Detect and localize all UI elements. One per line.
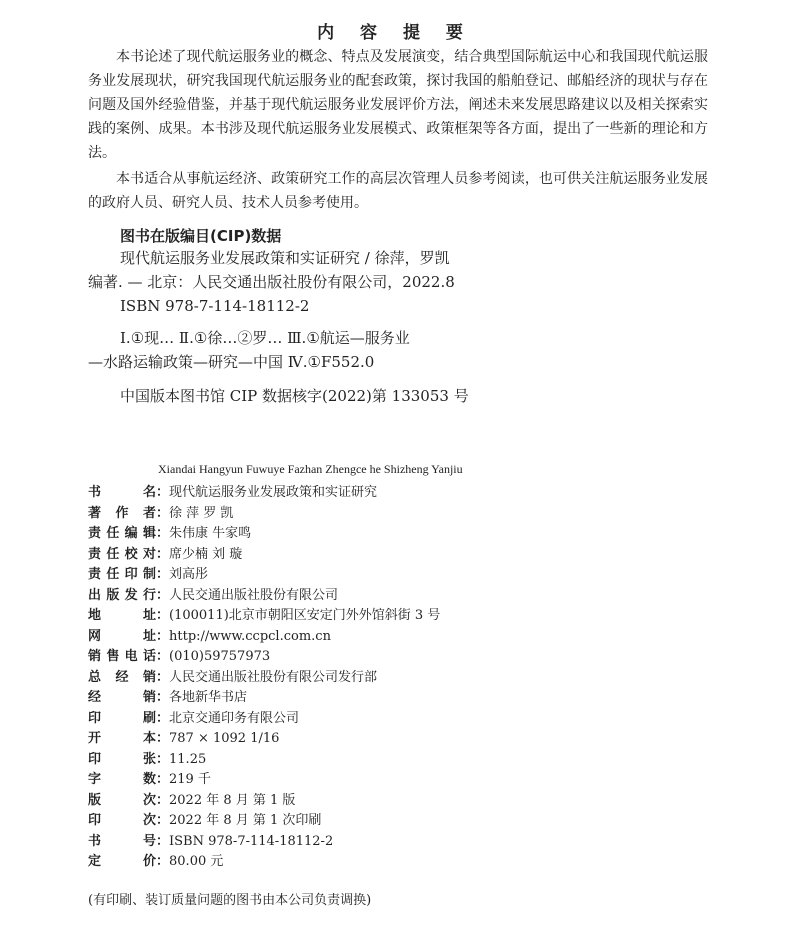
info-row — [88, 565, 708, 586]
info-row — [88, 832, 708, 853]
info-colon: ： — [156, 710, 170, 726]
info-label: 字 数 — [88, 772, 156, 787]
info-label: 网 址 — [88, 628, 156, 644]
info-row — [88, 524, 708, 545]
info-label: 版 次 — [88, 792, 156, 808]
info-value: 2022 年 8 月 第 1 版 — [169, 792, 296, 808]
info-colon: ： — [156, 751, 170, 767]
info-colon: ： — [156, 792, 170, 808]
info-colon: ： — [156, 690, 170, 705]
info-label: 出 版 发 行 — [88, 587, 156, 603]
info-value: 各地新华书店 — [169, 690, 248, 705]
info-value: (010)59757973 — [169, 649, 271, 664]
cip-line-3: ISBN 978-7-114-18112-2 — [120, 297, 310, 315]
info-colon: ： — [156, 587, 170, 603]
info-row — [88, 545, 708, 566]
info-value: 人民交通出版社股份有限公司发行部 — [169, 669, 378, 685]
cip-block — [88, 246, 498, 374]
info-value: http://www.ccpcl.com.cn — [169, 628, 331, 644]
info-value: 人民交通出版社股份有限公司 — [169, 587, 339, 603]
info-value: 219 千 — [169, 772, 211, 787]
publication-info — [88, 483, 708, 873]
info-label: 印 刷 — [88, 710, 156, 726]
cip-line-2: 编著. — 北京：人民交通出版社股份有限公司，2022.8 — [88, 273, 455, 291]
info-row — [88, 504, 708, 525]
info-value: 徐 萍 罗 凯 — [169, 505, 234, 521]
info-row — [88, 709, 708, 730]
info-value: 11.25 — [169, 751, 207, 767]
info-colon: ： — [156, 526, 170, 541]
info-value: 北京交通印务有限公司 — [169, 710, 300, 726]
info-row — [88, 811, 708, 832]
info-value: 2022 年 8 月 第 1 次印刷 — [169, 813, 322, 828]
summary-title: 内 容 提 要 — [317, 23, 473, 43]
info-label: 印 次 — [88, 813, 156, 828]
pinyin-title: Xiandai Hangyun Fuwuye Fazhan Zhengce he Shizheng Yanjiu — [158, 462, 463, 476]
info-label: 定 价 — [88, 854, 156, 869]
info-colon: ： — [156, 669, 170, 685]
info-colon: ： — [156, 608, 170, 623]
info-label: 地 址 — [88, 608, 156, 623]
info-row — [88, 606, 708, 627]
info-value: 朱伟康 牛家鸣 — [169, 526, 252, 541]
cip-heading: 图书在版编目(CIP)数据 — [120, 227, 282, 245]
info-colon: ： — [156, 546, 170, 562]
info-label: 开 本 — [88, 731, 156, 746]
cip-line-1: 现代航运服务业发展政策和实证研究 / 徐萍，罗凯 — [120, 249, 450, 267]
info-label: 书 号 — [88, 833, 156, 849]
info-colon: ： — [156, 485, 170, 500]
info-label: 印 张 — [88, 751, 156, 767]
summary-body — [88, 45, 708, 215]
info-colon: ： — [156, 854, 170, 869]
info-value: 787 × 1092 1/16 — [169, 731, 280, 746]
info-row — [88, 586, 708, 607]
info-label: 销 售 电 话 — [88, 649, 156, 664]
info-label: 著 作 者 — [88, 505, 156, 521]
info-row — [88, 688, 708, 709]
info-colon: ： — [156, 813, 170, 828]
info-colon: ： — [156, 505, 170, 521]
info-label: 责 任 印 制 — [88, 567, 156, 582]
info-value: 刘高彤 — [169, 567, 209, 582]
info-colon: ： — [156, 649, 170, 664]
cip-line-4: Ⅰ.①现… Ⅱ.①徐…②罗… Ⅲ.①航运—服务业 — [120, 329, 410, 347]
footnote: (有印刷、装订质量问题的图书由本公司负责调换) — [88, 893, 372, 908]
cip-record-number: 中国版本图书馆 CIP 数据核字(2022)第 133053 号 — [120, 387, 469, 405]
info-colon: ： — [156, 628, 170, 644]
info-row — [88, 668, 708, 689]
info-value: ISBN 978-7-114-18112-2 — [169, 833, 334, 849]
info-colon: ： — [156, 772, 170, 787]
info-value: 席少楠 刘 璇 — [169, 546, 243, 562]
summary-paragraph-1: 本书论述了现代航运服务业的概念、特点及发展演变，结合典型国际航运中心和我国现代航运服务业发展现状，研究我国现代航运服务业的配套政策，探讨我国的船舶登记、邮船经济的现状与存在问题及国外经验借鉴，并基于现代航运服务业发展评价方法，阐述未来发展思路建议以及相关探索实践的案例、成果。本书涉及现代航运服务业发展模式、政策框架等各方面，提出了一些新的理论和方法。 — [88, 49, 708, 161]
info-colon: ： — [156, 731, 170, 746]
info-label: 责 任 校 对 — [88, 546, 156, 562]
info-value: (100011)北京市朝阳区安定门外外馆斜街 3 号 — [169, 608, 441, 623]
cip-line-5: —水路运输政策—研究—中国 Ⅳ.①F552.0 — [88, 353, 375, 371]
summary-paragraph-2: 本书适合从事航运经济、政策研究工作的高层次管理人员参考阅读，也可供关注航运服务业发展的政府人员、研究人员、技术人员参考使用。 — [88, 171, 708, 211]
info-label: 总 经 销 — [88, 669, 156, 685]
info-row — [88, 750, 708, 771]
info-row — [88, 627, 708, 648]
info-row — [88, 483, 708, 504]
info-row — [88, 729, 708, 750]
info-label: 责 任 编 辑 — [88, 526, 156, 541]
info-value: 80.00 元 — [169, 854, 224, 869]
info-colon: ： — [156, 833, 170, 849]
info-row — [88, 791, 708, 812]
info-value: 现代航运服务业发展政策和实证研究 — [169, 485, 378, 500]
info-row — [88, 647, 708, 668]
info-label: 书 名 — [88, 485, 156, 500]
info-row — [88, 770, 708, 791]
info-colon: ： — [156, 567, 170, 582]
info-row — [88, 852, 708, 873]
info-label: 经 销 — [88, 690, 156, 705]
